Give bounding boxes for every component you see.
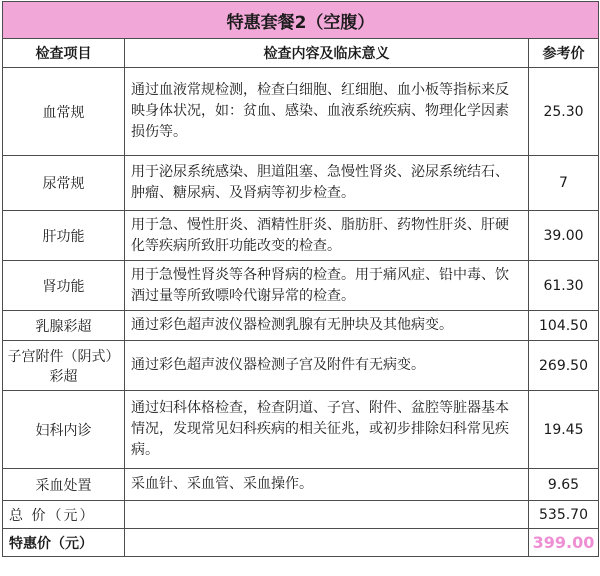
table-row <box>3 341 599 391</box>
special-price: 399.00 <box>529 529 599 557</box>
row-name: 妇科内诊 <box>3 391 125 469</box>
row-price: 9.65 <box>529 469 599 501</box>
row-price: 269.50 <box>529 341 599 391</box>
row-desc: 用于急、慢性肝炎、酒精性肝炎、脂肪肝、药物性肝炎、肝硬化等疾病所致肝功能改变的检查。 <box>125 211 529 261</box>
package-table <box>2 1 599 557</box>
row-name: 子宫附件（阴式）彩超 <box>3 341 125 391</box>
row-desc: 通过彩色超声波仪器检测乳腺有无肿块及其他病变。 <box>125 311 529 341</box>
special-empty-cell <box>125 529 529 557</box>
header-content: 检查内容及临床意义 <box>125 39 529 68</box>
table-row <box>3 211 599 261</box>
row-name: 肾功能 <box>3 261 125 311</box>
special-label: 特惠价（元） <box>3 529 125 557</box>
package-title: 特惠套餐2（空腹） <box>3 2 599 39</box>
row-name: 肝功能 <box>3 211 125 261</box>
row-price: 104.50 <box>529 311 599 341</box>
total-empty-cell <box>125 501 529 529</box>
row-name: 血常规 <box>3 68 125 156</box>
row-name: 乳腺彩超 <box>3 311 125 341</box>
header-row <box>3 39 599 68</box>
table-row <box>3 391 599 469</box>
special-row <box>3 529 599 557</box>
row-price: 61.30 <box>529 261 599 311</box>
row-price: 39.00 <box>529 211 599 261</box>
total-value: 535.70 <box>529 501 599 529</box>
row-name: 采血处置 <box>3 469 125 501</box>
table-row <box>3 469 599 501</box>
total-row <box>3 501 599 529</box>
row-desc: 通过血液常规检测，检查白细胞、红细胞、血小板等指标来反映身体状况，如：贫血、感染、血液系统疾病、物理化学因素损伤等。 <box>125 68 529 156</box>
row-price: 19.45 <box>529 391 599 469</box>
header-price: 参考价 <box>529 39 599 68</box>
row-price: 25.30 <box>529 68 599 156</box>
table-row <box>3 68 599 156</box>
total-label: 总 价（元） <box>3 501 125 529</box>
table-row <box>3 311 599 341</box>
row-name: 尿常规 <box>3 156 125 211</box>
row-desc: 采血针、采血管、采血操作。 <box>125 469 529 501</box>
row-desc: 用于泌尿系统感染、胆道阻塞、急慢性肾炎、泌尿系统结石、肿瘤、糖尿病、及肾病等初步检查。 <box>125 156 529 211</box>
row-price: 7 <box>529 156 599 211</box>
table-row <box>3 261 599 311</box>
row-desc: 通过妇科体格检查，检查阴道、子宫、附件、盆腔等脏器基本情况，发现常见妇科疾病的相关征兆，或初步排除妇科常见疾病。 <box>125 391 529 469</box>
header-item: 检查项目 <box>3 39 125 68</box>
table-row <box>3 156 599 211</box>
row-desc: 通过彩色超声波仪器检测子宫及附件有无病变。 <box>125 341 529 391</box>
row-desc: 用于急慢性肾炎等各种肾病的检查。用于痛风症、铅中毒、饮酒过量等所致嘌呤代谢异常的检查。 <box>125 261 529 311</box>
